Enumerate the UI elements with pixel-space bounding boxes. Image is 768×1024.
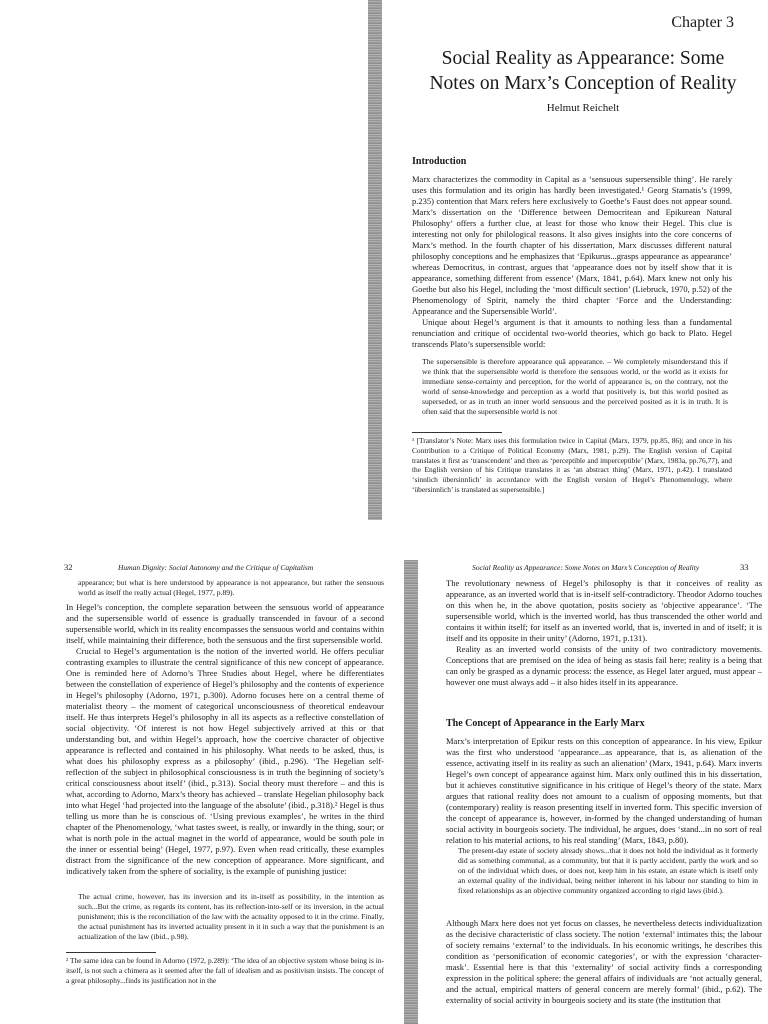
- page-33-body-bottom: [446, 918, 762, 1006]
- p33-paragraph-4: Although Marx here does not yet focus on classes, he nevertheless detects individualization as the decisive characteristic of class society. The notion ‘external’ intimates this; the labour of society remains ‘external’ to the individuals. In his economic writings, he describes this condition as ‘personification of economic categories’, or with the expression ‘character-mask’. Essential here is that this ‘externality’ of social activity finds a corresponding expression in the political sphere: the general affairs of individuals are ‘not actually general, and the actual, empirical matters of general concern are merely formal’ (ibid., p.62). The externality of social activity in bourgeois society and its state (the institution that: [446, 918, 762, 1005]
- page-32: [0, 552, 398, 1024]
- chapter-title-line-2: Notes on Marx’s Conception of Reality: [429, 73, 737, 94]
- running-head-right: Social Reality as Appearance: Some Notes on Marx’s Conception of Reality: [472, 563, 700, 572]
- footnote-1: ¹ [Translator’s Note: Marx uses this formulation twice in Capital (Marx, 1979, pp.85, 86); and once in his Contribution to a Critique of Political Economy (Marx, 1981, p.29). The English version of Capital translates it first as ‘transcendent’ and then as ‘perceptible and imperceptible’ (Marx, 1983a, pp.76,77), and the English version of his Critique translates it as ‘an abstract thing’ (Marx, 1971, p.42). I translated ‘sinnlich übersinnlich’ in accordance with the English version of Hegel’s Phenomenology, where ‘übersinnlich’ is translated as supersensible.]: [412, 436, 732, 494]
- p32-paragraph-2: Crucial to Hegel’s argumentation is the notion of the inverted world. He offers peculiar contrasting examples to illustrate the central significance of this new concept of appearance. One is reminded here of Adorno’s Three Studies about Hegel, where he differentiates between the constellation of experience of Hegel’s philosophy and the contents of experience in Hegel’s philosophy (Adorno, 1971, p.300). Adorno focuses here on a central theme of materialist theory – the moment of categorical unconsciousness of theoretical endeavour itself. He thus interprets Hegel’s philosophy in all its aspects as a reflective constellation of social objectivity. ‘Of interest is not how Hegel subjectively arrived at this or that understanding but, and within Hegel’s approach, how the coercive character of objective appearance is reflected and contained in his philosophy. What needs to be asked, thus, is what does his philosophy express as a philosophy’ (ibid., p.296). ‘The Hegelian self-reflection of the subject in philosophical consciousness is in truth the beginning of society’s critical consciousness about itself’ (ibid., p.313). Social theory must therefore – and this is what, according to Adorno, Marx’s theory has achieved – translate Hegelian philosophy back into what Hegel ‘had projected into the language of the absolute’ (ibid., p.318).² Hegel is thus telling us more than he is conscious of. ‘Using previous examples’, he writes in the third chapter of the Phenomenology, ‘what tastes sweet, is really, or inwardly in the thing, sour; or what is north pole in the actual magnet in the world of appearance, would be south pole in the inner or essential being’ (Hegel, 1977, p.97). Even when read critically, these examples distract from the significance of the new conception of appearance. More significant, and indicatively taken from the sphere of sociality, is the example of punishing justice:: [66, 646, 384, 876]
- section-heading-early-marx: The Concept of Appearance in the Early Marx: [446, 718, 645, 729]
- chapter-title-line-1: Social Reality as Appearance: Some: [441, 48, 725, 69]
- footnote-rule-p32: [66, 952, 156, 953]
- intro-body: [412, 174, 732, 350]
- running-head-left: Human Dignity: Social Autonomy and the Critique of Capitalism: [118, 563, 314, 572]
- book-spine-bottom: [404, 560, 418, 1024]
- footnote-area: [412, 432, 732, 495]
- page-number-33: 33: [740, 562, 749, 572]
- section-heading-introduction: Introduction: [412, 156, 467, 167]
- punishment-block-quote: [78, 892, 384, 942]
- chapter-title: [408, 46, 758, 96]
- p33-paragraph-2: Reality as an inverted world consists of the unity of two contradictory movements. Conceptions that are premised on the idea of being as stasis fail here; reality is a being that can only be grasped as a dynamic process: the essence, as Hegel later argued, must appear – however one must always add – it also hides itself in its appearance.: [446, 644, 762, 687]
- p33-paragraph-3: Marx’s interpretation of Epikur rests on this conception of appearance. In his view, Epikur was the first who understood ‘appearance...as appearance, that is, as alienation of the essence, activating itself in its reality as such an alienation’ (Marx, 1941, p.64). Marx inverts Hegel’s own concept of appearance against him. Marx only outlined this in his dissertation, but it achieves constitutive significance in his critique of Hegel’s theory of the state. Marx argues that rational reality does not amount to a cualism of opposing moments, but that (contemporary) reality is reason presenting itself in inverted form. This specific inversion of the concept of appearance is, however, in-formed by the changed understanding of human social activity in bourgeois society. The individual, he argues, does ‘stand...in no sort of real relation to his material actions, to his real standing’ (Marx, 1843, p.80).: [446, 736, 762, 845]
- estate-block-quote: [458, 846, 758, 896]
- page-32-body: [66, 602, 384, 877]
- chapter-label: Chapter 3: [671, 14, 734, 31]
- chapter-opening-page: [380, 0, 768, 550]
- page-33-body-top: [446, 578, 762, 688]
- footnote-area-p32: [66, 952, 384, 985]
- author-name: Helmut Reichelt: [546, 102, 620, 114]
- hegel-quote-text: The supersensible is therefore appearance quâ appearance. – We completely misunderstand this if we think that the supersensible world is therefore the sensuous world, or the world as it exists for immediate sense-certainty and perception, for the world of appearance is, on the contrary, not the world of sense-knowledge and perception as a world that positively is, but this world posited as superseded, or as in truth an inner world sensuous and the perceived posited as it is in truth. It is often said that the supersensible world is not: [422, 357, 728, 416]
- page-number-32: 32: [64, 562, 73, 572]
- continued-quote: [78, 578, 384, 598]
- footnote-rule: [412, 432, 502, 433]
- punishment-quote-text: The actual crime, however, has its inversion and its in-itself as possibility, in the intention as such...But the crime, as regards its content, has its reflection-into-self or its inversion, in the actual punishment; this is the reconciliation of the law with the actuality opposed to it in the crime. Finally, the actual punishment has its inverted actuality present in it in such a way that the punishment is an actualization of the law (ibid., p.98).: [78, 892, 384, 941]
- intro-paragraph-1: Marx characterizes the commodity in Capital as a ‘sensuous supersensible thing’. He rarely uses this formulation and its origin has hardly been investigated.¹ Georg Stamatis’s (1999, p.235) contention that Marx refers here exclusively to Goethe’s Faust does not appear sound. Marx’s dissertation on the ‘Difference between Democritean and Epikurean Natural Philosophy’ offers a further clue, at least for those who know their Hegel. This clue is interesting not only for philological reasons. It also gives insights into the core concerns of Marx’s method. In the fourth chapter of his dissertation, Marx discusses different natural philosophy conceptions and he emphasizes that ‘Epikurus...grasps appearance as appearance’ whereas Democritus, in contrast, argues that ‘appearance does not by itself show that it is appearance, something different from essence’ (Marx, 1841, p.64). Marx knew not only his Goethe but also his Hegel, including the ‘most difficult section’ (Liebruck, 1970, p.52) of the Phenomenology of Spirit, namely the third chapter ‘Force and the Understanding: Appearance and the Supersensible World’.: [412, 174, 732, 316]
- page-33-body-middle: [446, 736, 762, 846]
- footnote-2: ² The same idea can be found in Adorno (1972, p.289): ‘The idea of an objective system whose being is in-itself, is not such a chimera as it seemed after the fall of idealism and as positivism insists. The concept of a great philosophy...finds its justification not in the: [66, 956, 384, 985]
- page-33: [420, 552, 768, 1024]
- estate-quote-text: The present-day estate of society already shows...that it does not hold the individual as it formerly did as something communal, as a community, but that it is partly accident, partly the work and so on of the individual which does, or does not, keep him in his estate, an estate which is itself only an external quality of the individual, being neither inherent in his labour nor standing to him in fixed relationships as an objective community organized according to rigid laws (ibid.).: [458, 846, 758, 895]
- continued-quote-text: appearance; but what is here understood by appearance is not appearance, but rather the sensuous world as itself the really actual (Hegel, 1977, p.89).: [78, 578, 384, 597]
- p32-paragraph-1: In Hegel’s conception, the complete separation between the sensuous world of appearance and the supersensible world of essence is gradually transcended in favour of a second supersensible world, which in its reality encompasses the sensuous world and contains within itself, while maintaining their difference, both the sensuous and the first supersensible world.: [66, 602, 384, 645]
- intro-paragraph-2: Unique about Hegel’s argument is that it amounts to nothing less than a fundamental renunciation and critique of occidental two-world theories, which go back to Plato. Hegel transcends Plato’s supersensible world:: [412, 317, 732, 349]
- p33-paragraph-1: The revolutionary newness of Hegel’s philosophy is that it conceives of reality as appearance, as an inverted world that is in-itself self-contradictory. Theodor Adorno touches on this when he, in the above quotation, posits society as ‘objective appearance’. ‘The supersensible world, which is the inverted world, has thus transcended the other world and contains it within itself; for itself as an inverted world, that is, inverted in and of itself; it is itself and its opposite in their unity’ (Adorno, 1971, p.131).: [446, 578, 762, 643]
- hegel-block-quote: [422, 357, 728, 417]
